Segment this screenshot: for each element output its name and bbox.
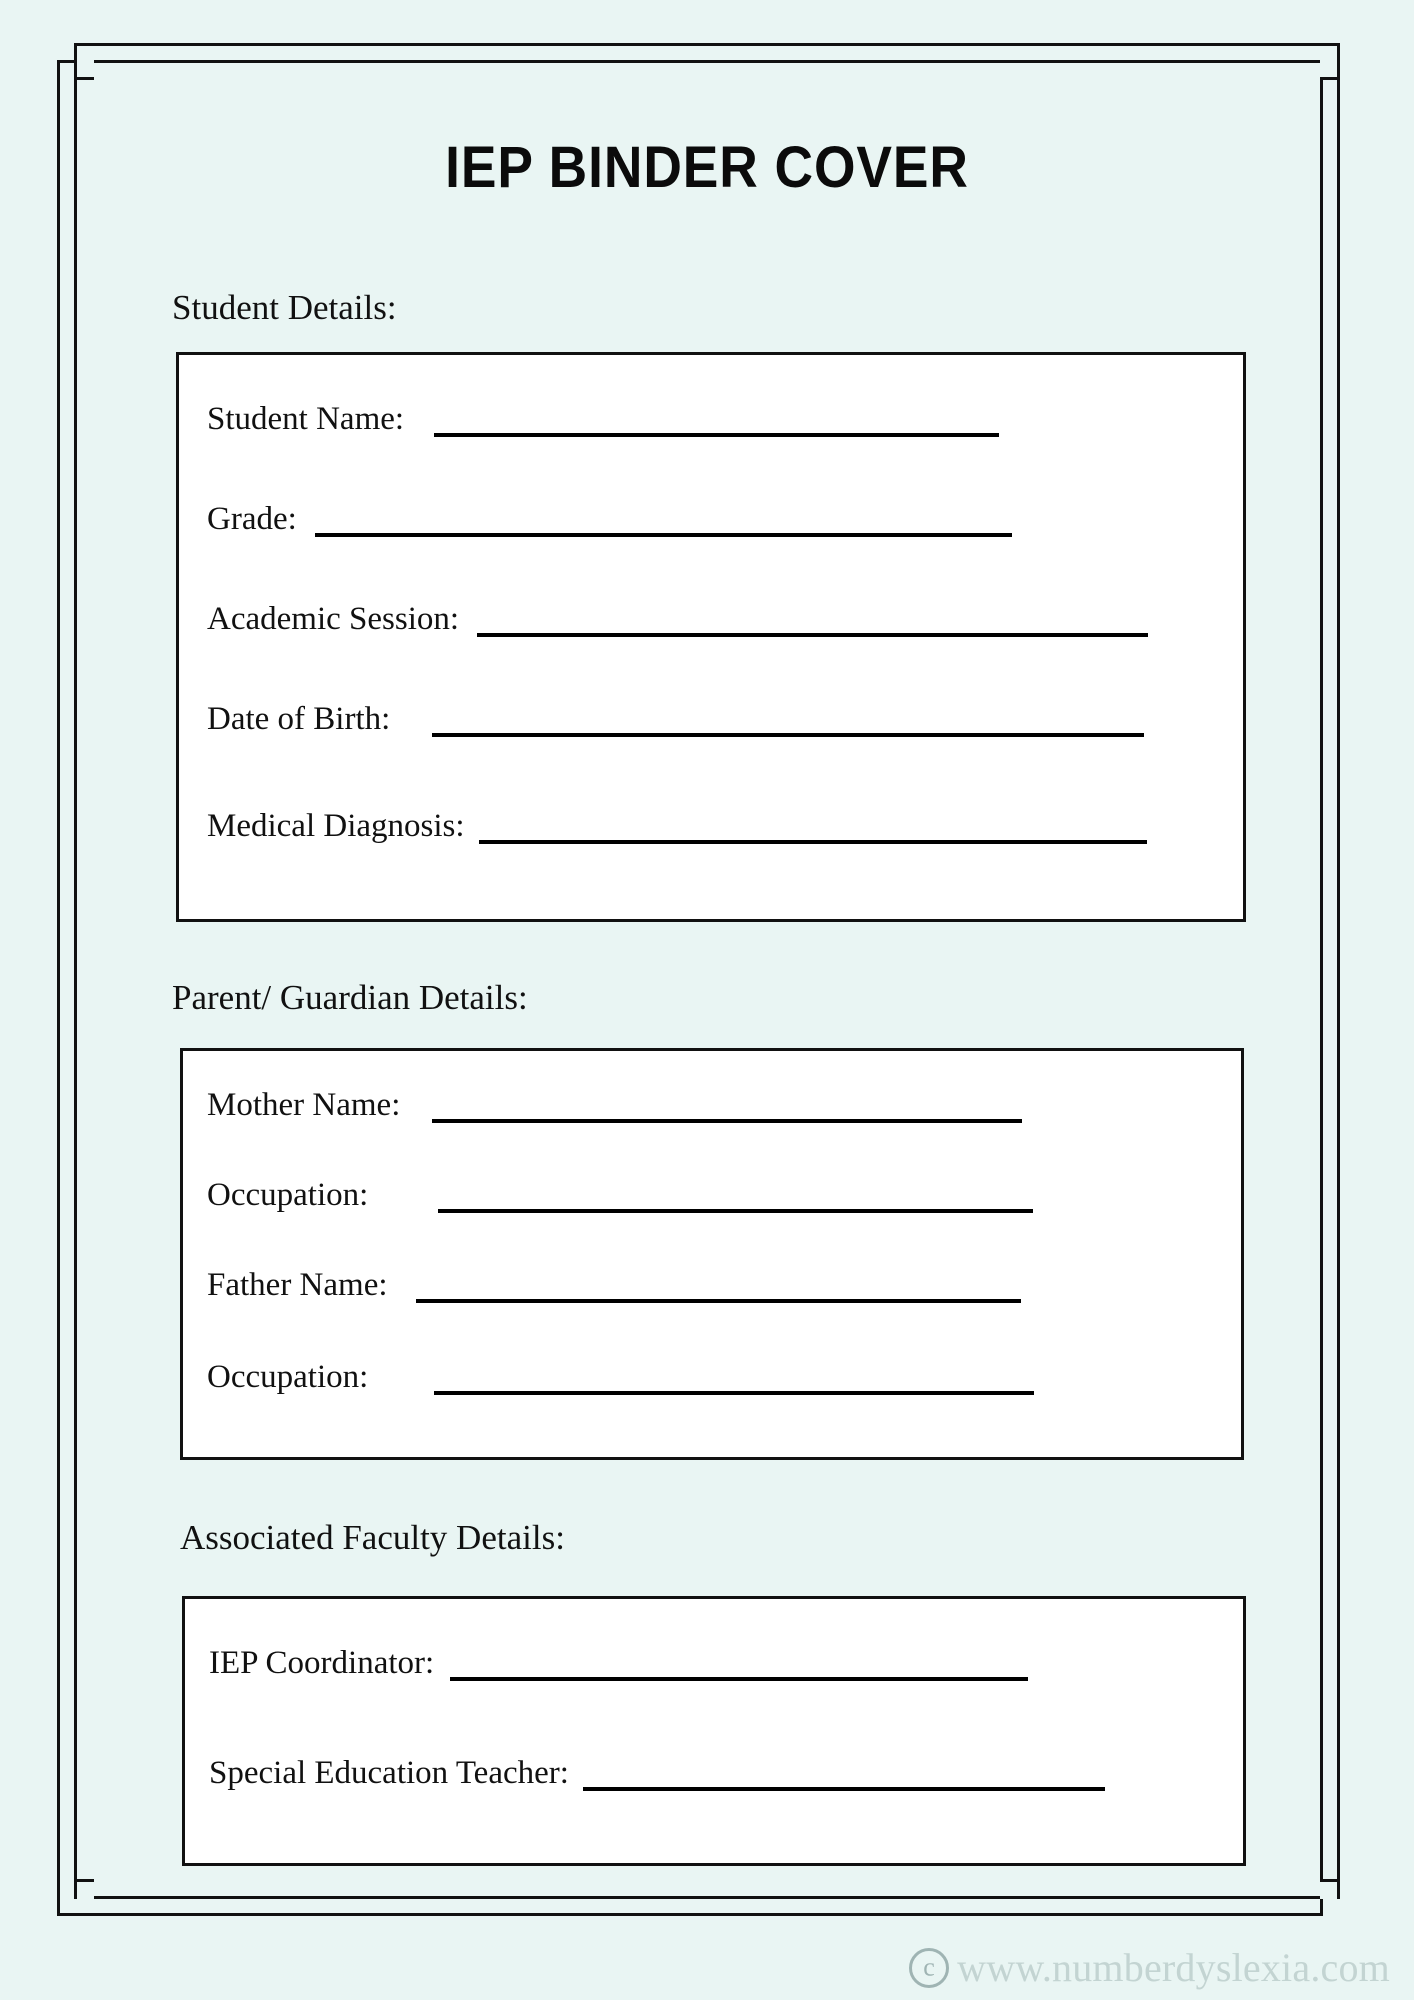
page-title: IEP BINDER COVER	[445, 135, 969, 200]
corner-weave-bottom-left-seg-v	[74, 1879, 77, 1899]
field-row	[207, 703, 1144, 736]
field-input-date-of-birth[interactable]	[432, 733, 1144, 737]
copyright-icon	[909, 1948, 949, 1988]
field-row	[209, 1647, 1028, 1680]
field-input-mother-occupation[interactable]	[438, 1209, 1033, 1213]
field-input-mother-name[interactable]	[432, 1119, 1022, 1123]
field-row	[207, 1089, 1022, 1122]
section-heading-parent: Parent/ Guardian Details:	[172, 978, 528, 1017]
field-label-grade: Grade:	[207, 501, 297, 537]
field-input-father-occupation[interactable]	[434, 1391, 1034, 1395]
corner-weave-top-right-seg-h	[1320, 77, 1340, 80]
field-row	[207, 503, 1012, 536]
field-label-father-occupation: Occupation:	[207, 1359, 369, 1395]
field-label-special-education-teacher: Special Education Teacher:	[209, 1755, 569, 1791]
corner-weave-bottom-left-seg-h	[74, 1879, 94, 1882]
field-label-iep-coordinator: IEP Coordinator:	[209, 1645, 435, 1681]
corner-weave-bottom-left	[74, 1879, 94, 1899]
field-label-medical-diagnosis: Medical Diagnosis:	[207, 808, 465, 844]
field-input-academic-session[interactable]	[477, 633, 1148, 637]
field-label-date-of-birth: Date of Birth:	[207, 701, 391, 737]
field-row	[207, 603, 1148, 636]
section-heading-faculty: Associated Faculty Details:	[180, 1518, 565, 1557]
field-label-father-name: Father Name:	[207, 1267, 388, 1303]
footer-watermark	[909, 1944, 1390, 1991]
field-input-father-name[interactable]	[416, 1299, 1021, 1303]
field-label-mother-occupation: Occupation:	[207, 1177, 369, 1213]
corner-weave-top-left-seg-h	[74, 77, 94, 80]
section-heading-student: Student Details:	[172, 288, 397, 327]
field-row	[207, 1269, 1021, 1302]
field-row	[209, 1757, 1105, 1790]
field-input-grade[interactable]	[315, 533, 1012, 537]
faculty-details-box	[182, 1596, 1246, 1866]
field-row	[207, 1179, 1033, 1212]
parent-guardian-details-box	[180, 1048, 1244, 1460]
student-details-box	[176, 352, 1246, 922]
corner-weave-bottom-right-seg-v	[1337, 1879, 1340, 1899]
field-label-mother-name: Mother Name:	[207, 1087, 401, 1123]
website-url: www.numberdyslexia.com	[957, 1945, 1390, 1990]
field-row	[207, 810, 1147, 843]
field-row	[207, 1361, 1034, 1394]
corner-weave-bottom-right-seg-h	[1320, 1879, 1340, 1882]
field-label-student-name: Student Name:	[207, 401, 405, 437]
field-input-student-name[interactable]	[434, 433, 999, 437]
field-label-academic-session: Academic Session:	[207, 601, 460, 637]
field-input-medical-diagnosis[interactable]	[479, 840, 1147, 844]
field-input-iep-coordinator[interactable]	[450, 1677, 1028, 1681]
field-input-special-education-teacher[interactable]	[583, 1787, 1105, 1791]
field-row	[207, 403, 999, 436]
